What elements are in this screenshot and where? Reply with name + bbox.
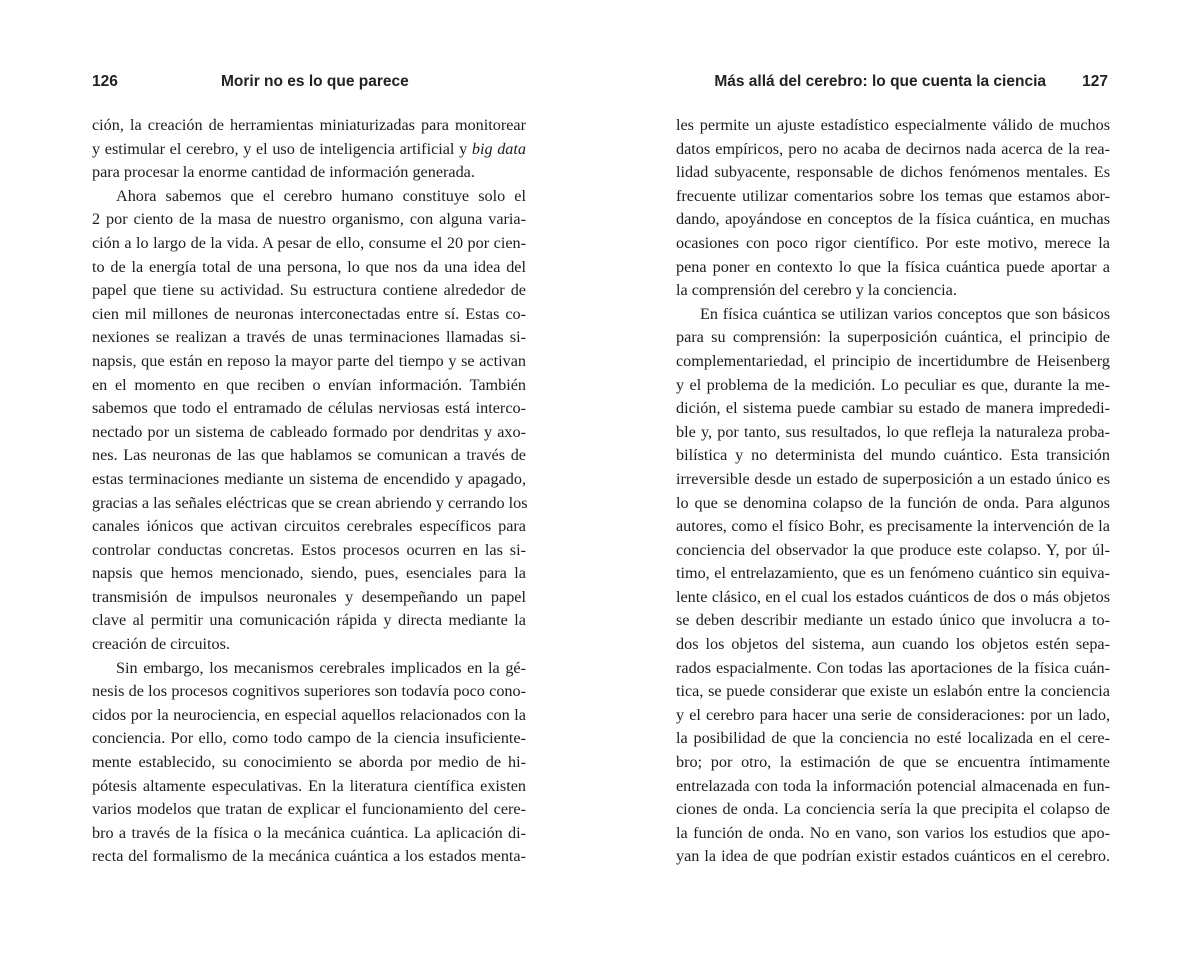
text-line [676,704,1110,728]
text-line [676,515,1110,539]
text-line-content: nesis de los procesos cognitivos superiores son todavía poco cono- [92,682,526,701]
text-line [92,562,526,586]
text-line [676,114,1110,138]
running-head: Más allá del cerebro: lo que cuenta la ciencia [714,73,1046,90]
text-line [676,798,1110,822]
text-line-content: irreversible desde un estado de superposición a un estado único es [676,469,1110,488]
text-line-content: ción a lo largo de la vida. A pesar de ello, consume el 20 por cien- [92,233,526,252]
text-line-content: entrelazada con toda la información potencial almacenada en fun- [676,776,1110,795]
text-line-content: napsis, que están en reposo la mayor parte del tiempo y se activan [92,351,526,370]
text-line [676,492,1110,516]
italic-term: big data [471,139,526,158]
text-line-content: bro a través de la física o la mecánica cuántica. La aplicación di- [92,823,526,842]
text-line [92,492,526,516]
text-line [676,633,1110,657]
text-line-content: dando, apoyándose en conceptos de la física cuántica, en muchas [676,210,1110,229]
text-line-content: en el momento en que reciben o envían información. También [92,375,526,394]
text-line [92,586,526,610]
text-line-content: tica, se puede considerar que existe un eslabón entre la conciencia [676,682,1110,701]
text-line [676,303,1110,327]
text-line [676,822,1110,846]
text-line-content: ción, la creación de herramientas miniaturizadas para monitorear [92,116,526,134]
text-line-content: ble y, por tanto, sus resultados, lo que refleja la naturaleza proba- [676,422,1110,441]
text-line [92,727,526,751]
text-line-content: to de la energía total de una persona, lo que nos da una idea del [92,257,526,276]
text-line-content: napsis que hemos mencionado, siendo, pues, esenciales para la [92,564,526,583]
text-line [676,657,1110,681]
text-line-content: transmisión de impulsos neuronales y desempeñando un papel [92,587,526,606]
running-head: Morir no es lo que parece [221,73,409,90]
text-line-content: la posibilidad de que la conciencia no esté localizada en el cere- [676,729,1110,748]
text-line-content: canales iónicos que activan circuitos cerebrales específicos para [92,517,526,536]
text-line-content: controlar conductas concretas. Estos procesos ocurren en las si- [92,540,526,559]
text-line-content: papel que tiene su actividad. Su estructura contiene alrededor de [92,281,526,300]
text-line-content: y el problema de la medición. Lo peculiar es que, durante la me- [676,375,1110,394]
text-line-content: nexiones se realizan a través de unas terminaciones llamadas si- [92,328,526,347]
text-line [676,562,1110,586]
text-line [676,208,1110,232]
text-line-content: nectado por un sistema de cableado formado por dendritas y axo- [92,422,526,441]
text-line-content: nes. Las neuronas de las que hablamos se comunican a través de [92,446,526,465]
text-line [676,609,1110,633]
text-line [676,326,1110,350]
text-line [92,657,526,681]
text-line [92,609,526,633]
text-line [676,444,1110,468]
text-line-content: bilística y no determinista del mundo cuántico. Esta transición [676,446,1110,465]
text-line-content: complementariedad, el principio de incertidumbre de Heisenberg [676,351,1110,370]
text-line-content: creación de circuitos. [92,635,230,654]
text-line-content: sabemos que todo el entramado de células nerviosas está interco- [92,399,526,418]
text-line [676,161,1110,185]
text-line-content: frecuente utilizar comentarios sobre los temas que estamos abor- [676,186,1110,205]
text-line [92,185,526,209]
text-line [676,727,1110,751]
page-number: 126 [92,73,118,90]
text-line-content: la función de onda. No en vano, son varios los estudios que apo- [676,823,1110,842]
text-line [676,350,1110,374]
text-line [92,751,526,775]
text-line-content: dos los objetos del sistema, aun cuando los objetos estén sepa- [676,635,1110,654]
text-line-content: les permite un ajuste estadístico especialmente válido de muchos [676,116,1110,134]
text-line-content: se deben describir mediante un estado único que involucra a to- [676,611,1110,630]
text-line-content: ocasiones con poco rigor científico. Por este motivo, merece la [676,233,1110,252]
text-line-content: 2 por ciento de la masa de nuestro organismo, con alguna varia- [92,210,526,229]
text-line [92,539,526,563]
text-line [92,444,526,468]
text-line-content: y el cerebro para hacer una serie de consideraciones: por un lado, [676,705,1110,724]
text-line [92,232,526,256]
text-line-content: dición, el sistema puede cambiar su estado de manera imprededi- [676,399,1110,418]
text-line [92,633,526,657]
text-line-content: Ahora sabemos que el cerebro humano constituye solo el [116,186,526,205]
text-line [92,421,526,445]
text-line [676,468,1110,492]
text-line [676,751,1110,775]
text-line [92,350,526,374]
text-line-content: pótesis altamente especulativas. En la literatura científica existen [92,776,526,795]
text-line-content: clave al permitir una comunicación rápida y directa mediante la [92,611,526,630]
text-line-content: autores, como el físico Bohr, es precisamente la intervención de la [676,517,1110,536]
text-line [92,680,526,704]
text-line [92,822,526,846]
text-line-content: En física cuántica se utilizan varios conceptos que son básicos [700,304,1110,323]
page-number: 127 [1082,73,1108,90]
text-line [676,138,1110,162]
text-line [92,775,526,799]
text-line-content: ciones de onda. La conciencia sería la que precipita el colapso de [676,800,1110,819]
text-line [676,845,1110,869]
text-line-content: mente establecido, su conocimiento se aborda por medio de hi- [92,753,526,772]
text-line [92,256,526,280]
text-line [92,208,526,232]
text-line [676,256,1110,280]
text-line [676,279,1110,303]
text-line [92,798,526,822]
text-line-content: gracias a las señales eléctricas que se crean abriendo y cerrando los [92,493,528,512]
right-page [600,0,1200,955]
text-line-content: conciencia del observador la que produce este colapso. Y, por úl- [676,540,1110,559]
text-line [676,185,1110,209]
text-line-content: varios modelos que tratan de explicar el funcionamiento del cere- [92,800,526,819]
text-line [92,515,526,539]
text-line-content: estas terminaciones mediante un sistema de encendido y apagado, [92,469,526,488]
text-line-content: lidad subyacente, responsable de dichos fenómenos mentales. Es [676,163,1110,182]
text-line-content: rados espacialmente. Con todas las aportaciones de la física cuán- [676,658,1110,677]
text-line-content: lo que se denomina colapso de la función de onda. Para algunos [676,493,1110,512]
text-line-content: recta del formalismo de la mecánica cuántica a los estados menta- [92,847,526,866]
text-line-content: yan la idea de que podrían existir estados cuánticos en el cerebro. [676,847,1110,866]
text-line [92,303,526,327]
text-line-content: y estimular el cerebro, y el uso de inteligencia artificial y [92,139,472,158]
text-line-content: lente clásico, en el cual los estados cuánticos de dos o más objetos [676,587,1110,606]
text-line [92,114,526,138]
text-line-content: cien mil millones de neuronas interconectadas entre sí. Estas co- [92,304,526,323]
text-line [92,326,526,350]
text-line [92,161,526,185]
text-line-content: Sin embargo, los mecanismos cerebrales implicados en la gé- [116,658,526,677]
text-line [92,704,526,728]
text-line [676,680,1110,704]
text-line-content: pena poner en contexto lo que la física cuántica puede aportar a [676,257,1110,276]
text-line [92,374,526,398]
text-line-content: timo, el entrelazamiento, que es un fenómeno cuántico sin equiva- [676,564,1110,583]
text-line [676,775,1110,799]
text-line [92,468,526,492]
body-text [676,114,1110,869]
text-line [676,421,1110,445]
text-line [676,374,1110,398]
text-line-content: bro; por otro, la estimación de que se encuentra íntimamente [676,753,1110,772]
text-line [92,845,526,869]
body-text [92,114,526,869]
text-line [676,397,1110,421]
text-line-content: cidos por la neurociencia, en especial aquellos relacionados con la [92,705,526,724]
text-line [676,539,1110,563]
text-line-content: la comprensión del cerebro y la conciencia. [676,281,957,300]
text-line [92,138,526,162]
text-line-content: para su comprensión: la superposición cuántica, el principio de [676,328,1110,347]
text-line-content: datos empíricos, pero no acaba de decirnos nada acerca de la rea- [676,139,1110,158]
text-line [676,232,1110,256]
text-line [92,279,526,303]
text-line-content: para procesar la enorme cantidad de información generada. [92,163,475,182]
text-line [676,586,1110,610]
text-line [92,397,526,421]
text-line-content: conciencia. Por ello, como todo campo de la ciencia insuficiente- [92,729,526,748]
